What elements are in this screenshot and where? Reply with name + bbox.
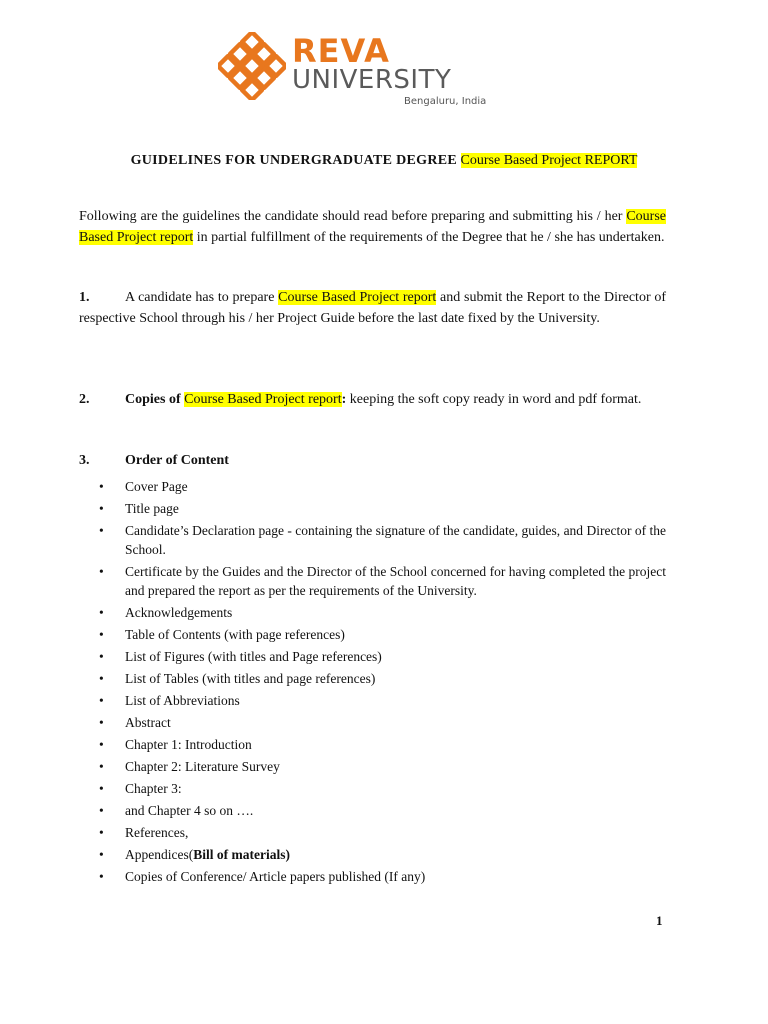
item-1-number: 1. [79, 290, 90, 305]
list-item: • Cover Page [79, 477, 666, 496]
list-item: • Chapter 3: [79, 779, 666, 798]
intro-paragraph [79, 206, 666, 248]
list-item: • Abstract [79, 713, 666, 732]
brand-name: REVA [292, 32, 390, 70]
item-1-text-b: and submit the Report to the Director of respective School through his / her Project Guide before the last date fixed by the University. [79, 290, 666, 326]
list-item: • List of Tables (with titles and page references) [79, 669, 666, 688]
appendices-bold: Bill of materials) [193, 847, 290, 862]
item-1-highlight: Course Based Project report [278, 290, 437, 305]
list-item: • Candidate’s Declaration page - containing the signature of the candidate, guides, and Director of the School. [79, 521, 666, 559]
item-2-bold-a: Copies of [125, 392, 181, 407]
guideline-item-1 [79, 287, 666, 329]
university-logo [218, 32, 508, 112]
list-item: • Chapter 2: Literature Survey [79, 757, 666, 776]
order-of-content-list [79, 477, 666, 889]
list-item: • and Chapter 4 so on …. [79, 801, 666, 820]
appendices-prefix: Appendices( [125, 847, 194, 862]
list-item: • List of Figures (with titles and Page references) [79, 647, 666, 666]
list-item: • Acknowledgements [79, 603, 666, 622]
list-item-appendices [79, 845, 666, 864]
guideline-item-3 [79, 450, 666, 471]
item-3-number: 3. [79, 453, 90, 468]
intro-highlight: Course Based Project report [79, 209, 667, 245]
brand-location: Bengaluru, India [404, 96, 487, 107]
intro-text-2: in partial fulfillment of the requirements of the Degree that he / she has undertaken. [196, 230, 665, 245]
intro-text-1: Following are the guidelines the candidate should read before preparing and submitting his / her [79, 209, 623, 224]
list-item: • List of Abbreviations [79, 691, 666, 710]
item-2-text: keeping the soft copy ready in word and pdf format. [349, 392, 642, 407]
item-2-highlight: Course Based Project report [184, 392, 342, 407]
guideline-item-2 [79, 389, 666, 410]
title-highlight: Course Based Project REPORT [460, 153, 638, 168]
item-2-bold-b: : [341, 392, 347, 407]
list-item: • Copies of Conference/ Article papers published (If any) [79, 867, 666, 886]
list-item: • Chapter 1: Introduction [79, 735, 666, 754]
brand-subtitle: UNIVERSITY [292, 65, 452, 95]
list-item: • Certificate by the Guides and the Director of the School concerned for having completed the project and prepared the report as per the requirements of the University. [79, 562, 666, 600]
title-lead: GUIDELINES FOR UNDERGRADUATE DEGREE [130, 153, 458, 168]
page-number: 1 [656, 913, 663, 928]
knot-logo-icon [218, 32, 286, 100]
list-item: • Title page [79, 499, 666, 518]
item-2-number: 2. [79, 392, 90, 407]
item-1-text-a: A candidate has to prepare [125, 290, 275, 305]
list-item: • Table of Contents (with page references) [79, 625, 666, 644]
item-3-heading: Order of Content [125, 453, 229, 468]
document-title [0, 151, 768, 171]
list-item: • References, [79, 823, 666, 842]
